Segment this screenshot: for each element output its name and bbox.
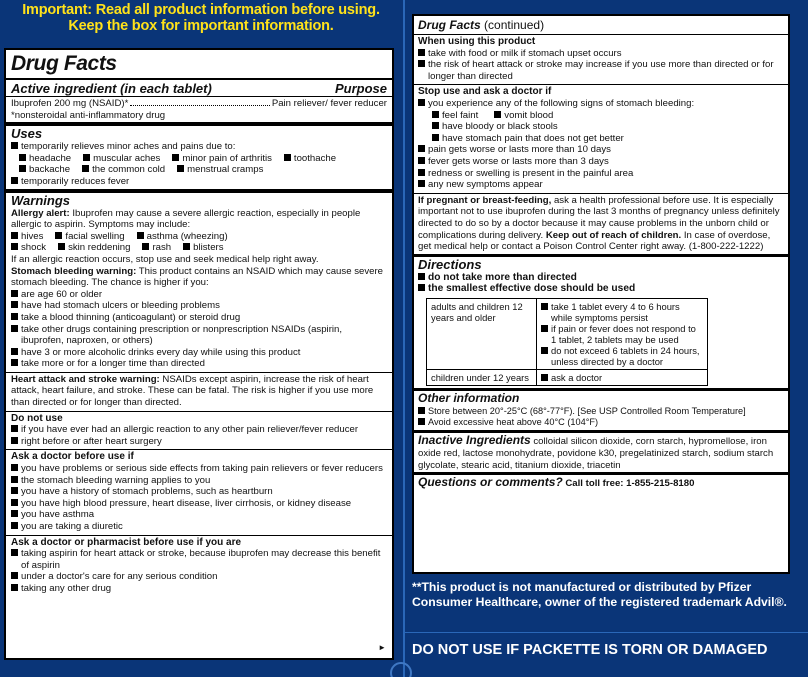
when-using-list	[418, 48, 784, 83]
bullet-icon	[11, 243, 18, 250]
ask-doctor-list	[11, 463, 387, 533]
bullet-icon	[11, 177, 18, 184]
symptom-item: asthma (wheezing)	[146, 230, 228, 242]
stomach-list	[11, 289, 387, 370]
bullet-icon	[58, 243, 65, 250]
uses-list-row-1	[11, 153, 387, 165]
bullet-icon	[541, 374, 548, 381]
ask-doctor-heading: Ask a doctor before use if	[11, 451, 134, 463]
list-item: take other drugs containing prescription or nonprescription NSAIDs (aspirin, ibuprofen, naproxen, or others)	[21, 323, 343, 347]
stop-row-1	[418, 110, 784, 122]
bullet-icon	[11, 487, 18, 494]
bullet-icon	[432, 134, 439, 141]
divider-line	[405, 632, 808, 633]
bullet-icon	[418, 169, 425, 176]
list-item: take a blood thinning (anticoagulant) or steroid drug	[21, 311, 241, 323]
symptom-item: hives	[21, 230, 44, 242]
bullet-icon	[418, 60, 425, 67]
important-banner	[0, 2, 402, 34]
bullet-icon	[432, 122, 439, 129]
packette-warning: DO NOT USE IF PACKETTE IS TORN OR DAMAGED	[412, 642, 768, 658]
inactive-text: colloidal silicon dioxide, corn starch, hypromellose, iron oxide red, lactose monohydrate, povidone k30, pregelatinized starch, sodium starch glycolate, stearic acid, titanium dioxide, triacetin	[418, 436, 774, 471]
bullet-icon	[418, 145, 425, 152]
use-item: headache	[29, 152, 72, 164]
bullet-icon	[172, 154, 179, 161]
uses-list-row-2	[11, 164, 387, 176]
adult-dosage-cell	[537, 298, 708, 369]
bullet-icon	[11, 499, 18, 506]
heart-label: Heart attack and stroke warning:	[11, 373, 160, 385]
list-item: Avoid excessive heat above 40°C (104°F)	[428, 417, 599, 428]
child-dosage-cell	[537, 369, 708, 385]
leader-dots	[130, 105, 269, 106]
bullet-icon	[55, 232, 62, 239]
bullet-icon	[418, 180, 425, 187]
stop-list	[418, 144, 784, 190]
continued-title	[418, 18, 784, 32]
drug-facts-panel	[4, 48, 394, 660]
drug-facts-title: Drug Facts	[418, 18, 481, 32]
other-info-list	[418, 406, 784, 429]
uses-intro: temporarily relieves minor aches and pains due to:	[21, 141, 236, 153]
pregnancy-warning	[418, 195, 784, 253]
symptom-item: facial swelling	[65, 230, 125, 242]
list-item: take 1 tablet every 4 to 6 hours while symptoms persist	[551, 300, 680, 323]
questions-row	[418, 475, 784, 490]
list-item: pain gets worse or lasts more than 10 days	[428, 144, 611, 156]
use-item: muscular aches	[93, 152, 161, 164]
bullet-icon	[137, 232, 144, 239]
allergy-after: If an allergic reaction occurs, stop use and seek medical help right away.	[11, 253, 319, 265]
list-item: feel faint	[442, 109, 479, 121]
bullet-icon	[432, 111, 439, 118]
active-ingredient-row	[11, 98, 387, 110]
bullet-icon	[418, 407, 425, 414]
list-item: you are taking a diuretic	[21, 521, 123, 532]
symptom-item: skin reddening	[68, 242, 131, 254]
bullet-icon	[494, 111, 501, 118]
questions-heading: Questions or comments?	[418, 475, 563, 490]
important-line-2: Keep the box for important information.	[68, 18, 334, 34]
seal-circle	[390, 662, 412, 677]
stomach-text: This product contains an NSAID which may cause severe stomach bleeding. The chance is higher if you:	[11, 265, 383, 289]
purpose-heading: Purpose	[334, 81, 387, 96]
bullet-icon	[82, 165, 89, 172]
when-using-heading: When using this product	[418, 36, 536, 47]
bullet-icon	[11, 348, 18, 355]
bullet-icon	[142, 243, 149, 250]
list-item: are age 60 or older	[21, 288, 103, 300]
bullet-icon	[418, 284, 425, 291]
bullet-icon	[11, 584, 18, 591]
bullet-icon	[418, 418, 425, 425]
adult-age-cell: adults and children 12 years and older	[427, 298, 537, 369]
list-item: you have high blood pressure, heart disease, liver cirrhosis, or kidney disease	[21, 497, 352, 509]
uses-heading: Uses	[11, 126, 43, 142]
bullet-icon	[11, 464, 18, 471]
stop-use-heading: Stop use and ask a doctor if	[418, 86, 552, 98]
bullet-icon	[183, 243, 190, 250]
bullet-icon	[177, 165, 184, 172]
bullet-icon	[83, 154, 90, 161]
bullet-icon	[11, 142, 18, 149]
table-row	[427, 298, 708, 369]
warnings-heading: Warnings	[11, 192, 70, 208]
list-item: you have asthma	[21, 509, 95, 521]
continued-label: (continued)	[484, 18, 545, 32]
bullet-icon	[541, 303, 548, 310]
bullet-icon	[284, 154, 291, 161]
heart-text: NSAIDs except aspirin, increase the risk of heart attack, heart failure, and stroke. These can be fatal. The risk is higher if you use more than directed or for longer than directed.	[11, 373, 374, 409]
drug-facts-continued-panel	[412, 14, 790, 574]
keep-out-of-reach-label: Keep out of reach of children.	[545, 229, 682, 241]
stomach-warning	[11, 266, 387, 289]
list-item: the stomach bleeding warning applies to you	[21, 474, 211, 486]
list-item: the risk of heart attack or stroke may increase if you use more than directed or for longer than directed	[428, 59, 774, 82]
active-ingredient-header-row	[11, 81, 387, 96]
drug-facts-title: Drug Facts	[11, 52, 117, 75]
bullet-icon	[11, 572, 18, 579]
bullet-icon	[11, 325, 18, 332]
use-item: minor pain of arthritis	[182, 152, 272, 164]
bullet-icon	[19, 165, 26, 172]
list-item: fever gets worse or lasts more than 3 days	[428, 155, 609, 167]
list-item: if you have ever had an allergic reaction to any other pain reliever/fever reducer	[21, 424, 359, 436]
list-item: any new symptoms appear	[428, 179, 543, 191]
ask-pharmacist-heading: Ask a doctor or pharmacist before use if you are	[11, 536, 242, 548]
important-line-1: Important: Read all product information before using.	[22, 2, 380, 18]
pregnancy-label: If pregnant or breast-feeding,	[418, 194, 552, 206]
stop-sub-list	[418, 121, 784, 144]
toll-free-number: Call toll free: 1-855-215-8180	[565, 478, 695, 490]
allergy-text: Ibuprofen may cause a severe allergic reaction, especially in people allergic to aspirin. Symptoms may include:	[11, 207, 361, 231]
active-ingredient-purpose: Pain reliever/ fever reducer	[271, 98, 387, 109]
bullet-icon	[11, 232, 18, 239]
bullet-icon	[11, 313, 18, 320]
ask-pharmacist-list	[11, 548, 387, 594]
allergy-label: Allergy alert:	[11, 207, 70, 219]
bullet-icon	[541, 325, 548, 332]
bullet-icon	[11, 301, 18, 308]
bullet-icon	[418, 273, 425, 280]
use-item: the common cold	[92, 164, 166, 176]
pregnancy-text: ask a health professional before use. It is especially important not to use ibuprofen during the last 3 months of pregnancy unless definitely directed to do so by a doctor because it may cause problems in the unborn child or complications during delivery.	[418, 194, 780, 241]
child-age-cell: children under 12 years	[427, 369, 537, 385]
symptom-item: blisters	[193, 242, 224, 254]
list-item: have stomach pain that does not get better	[442, 132, 624, 144]
bullet-icon	[11, 437, 18, 444]
directions-heading: Directions	[418, 256, 482, 272]
list-item: vomit blood	[504, 109, 554, 121]
list-item: have had stomach ulcers or bleeding problems	[21, 300, 220, 312]
use-item: menstrual cramps	[187, 164, 264, 176]
use-item: toothache	[293, 152, 337, 164]
list-item: taking aspirin for heart attack or stroke, because ibuprofen may decrease this benefit of aspirin	[21, 548, 381, 571]
bullet-icon	[11, 476, 18, 483]
list-item: take with food or milk if stomach upset occurs	[428, 47, 622, 59]
trademark-note: **This product is not manufactured or distributed by Pfizer Consumer Healthcare, owner of the registered trademark Advil®.	[412, 580, 787, 609]
list-item: take more or for a longer time than directed	[21, 358, 205, 370]
inactive-heading: Inactive Ingredients	[418, 433, 531, 448]
symptom-item: rash	[152, 242, 172, 254]
overdose-text: In case of overdose, get medical help or contact a Poison Control Center right away. (1-800-222-1222)	[418, 229, 771, 253]
active-footnote: *nonsteroidal anti-inflammatory drug	[11, 109, 166, 121]
uses-fever: temporarily reduces fever	[21, 175, 130, 187]
table-row	[427, 369, 708, 385]
stop-intro: you experience any of the following signs of stomach bleeding:	[428, 97, 695, 109]
directions-table	[426, 298, 708, 386]
symptom-item: shock	[21, 242, 47, 254]
bullet-icon	[19, 154, 26, 161]
allergy-alert	[11, 208, 387, 231]
do-not-use-list	[11, 424, 387, 447]
bullet-icon	[11, 425, 18, 432]
directions-item: the smallest effective dose should be used	[428, 283, 636, 295]
inactive-ingredients	[418, 433, 784, 471]
list-item: if pain or fever does not respond to 1 tablet, 2 tablets may be used	[551, 322, 696, 345]
heart-warning	[11, 374, 387, 409]
active-ingredient-heading: Active ingredient (in each tablet)	[11, 81, 212, 96]
other-info-heading: Other information	[418, 390, 520, 405]
do-not-use-heading: Do not use	[11, 412, 63, 424]
bullet-icon	[11, 359, 18, 366]
list-item: taking any other drug	[21, 582, 112, 594]
bullet-icon	[11, 510, 18, 517]
use-item: backache	[29, 164, 71, 176]
list-item: right before or after heart surgery	[21, 435, 162, 447]
allergy-symptoms-row-1	[11, 231, 387, 243]
allergy-symptoms-row-2	[11, 242, 387, 254]
continue-arrow-icon: ►	[378, 643, 386, 653]
bullet-icon	[418, 49, 425, 56]
list-item: do not exceed 6 tablets in 24 hours, unless directed by a doctor	[551, 344, 700, 367]
panel-divider	[403, 0, 405, 677]
stomach-label: Stomach bleeding warning:	[11, 265, 137, 277]
list-item: have 3 or more alcoholic drinks every day while using this product	[21, 346, 301, 358]
list-item: redness or swelling is present in the painful area	[428, 167, 634, 179]
bullet-icon	[11, 290, 18, 297]
bullet-icon	[418, 99, 425, 106]
active-ingredient-name: Ibuprofen 200 mg (NSAID)*	[11, 98, 129, 109]
directions-item: do not take more than directed	[428, 271, 577, 283]
list-item: have bloody or black stools	[442, 121, 558, 133]
bullet-icon	[11, 549, 18, 556]
list-item: you have a history of stomach problems, such as heartburn	[21, 486, 273, 498]
list-item: under a doctor's care for any serious condition	[21, 571, 218, 583]
bullet-icon	[541, 347, 548, 354]
bullet-icon	[418, 157, 425, 164]
list-item: you have problems or serious side effects from taking pain relievers or fever reducers	[21, 463, 383, 475]
bullet-icon	[11, 522, 18, 529]
list-item: Store between 20°-25°C (68°-77°F). [See USP Controlled Room Temperature]	[428, 405, 746, 416]
list-item: ask a doctor	[551, 371, 603, 383]
